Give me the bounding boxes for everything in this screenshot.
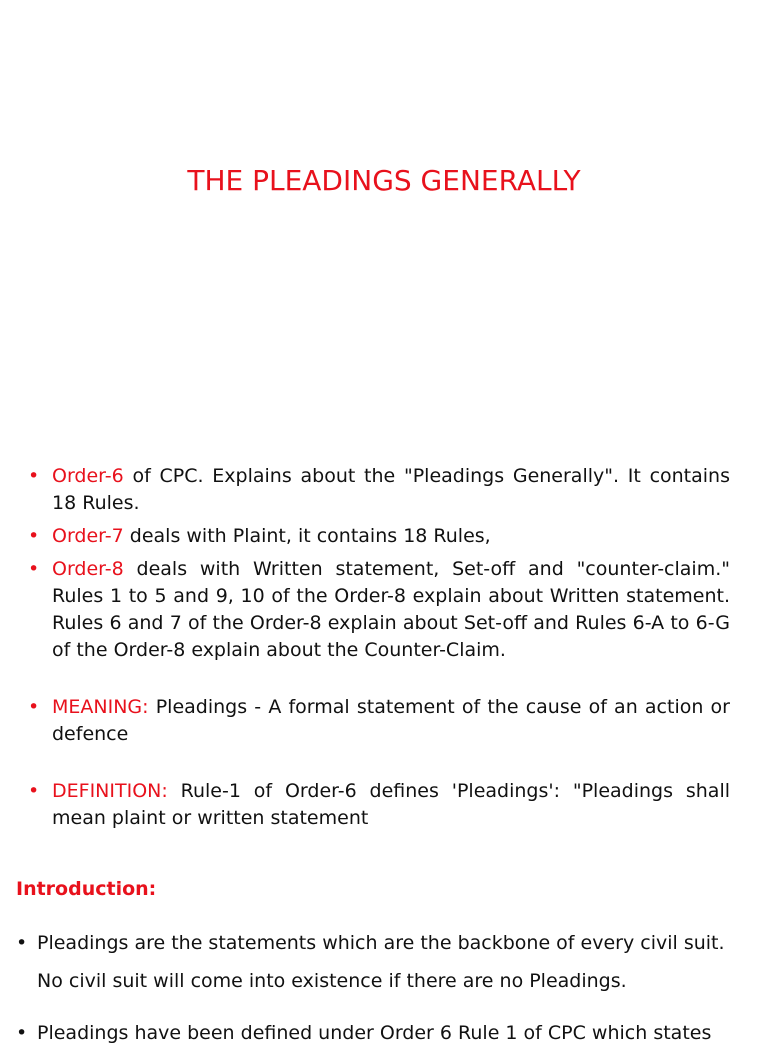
item-text: deals with Plaint, it contains 18 Rules, [123,525,491,547]
order-list [24,463,730,832]
list-item [14,1014,736,1052]
bullet-icon: • [16,1022,28,1044]
item-label: MEANING: [52,696,149,718]
intro-point-text: Pleadings have been defined under Order 6 Rule 1 of CPC which states [37,1022,712,1044]
item-text: Pleadings - A formal statement of the cause of an action or defence [52,696,730,745]
introduction-heading: Introduction: [16,878,157,900]
list-item [24,463,730,517]
item-label: Order-7 [52,525,124,547]
item-text: Rule-1 of Order-6 defines 'Pleadings': "Pleadings shall mean plaint or written statement [52,780,730,829]
bullet-icon: • [28,465,40,487]
list-item [14,924,736,1000]
item-text: deals with Written statement, Set-off and "counter-claim." Rules 1 to 5 and 9, 10 of the Order-8 explain about Written statement. Rules 6 and 7 of the Order-8 explain about Set-off and Rules 6-A to 6-G of the Order-8 explain about the Counter-Claim. [52,558,730,661]
bullet-icon: • [28,525,40,547]
item-label: Order-6 [52,465,124,487]
list-item [24,778,730,832]
intro-point-text: Pleadings are the statements which are the backbone of every civil suit. No civil suit will come into existence if there are no Pleadings. [37,932,725,992]
item-text: of CPC. Explains about the "Pleadings Generally". It contains 18 Rules. [52,465,730,514]
bullet-icon: • [16,932,28,954]
list-item [24,556,730,664]
introduction-list [14,924,736,1052]
page-title: THE PLEADINGS GENERALLY [187,164,581,197]
item-label: DEFINITION: [52,780,168,802]
bullet-icon: • [28,696,40,718]
item-label: Order-8 [52,558,124,580]
bullet-icon: • [28,558,40,580]
list-item [24,523,730,550]
list-item [24,694,730,748]
bullet-icon: • [28,780,40,802]
